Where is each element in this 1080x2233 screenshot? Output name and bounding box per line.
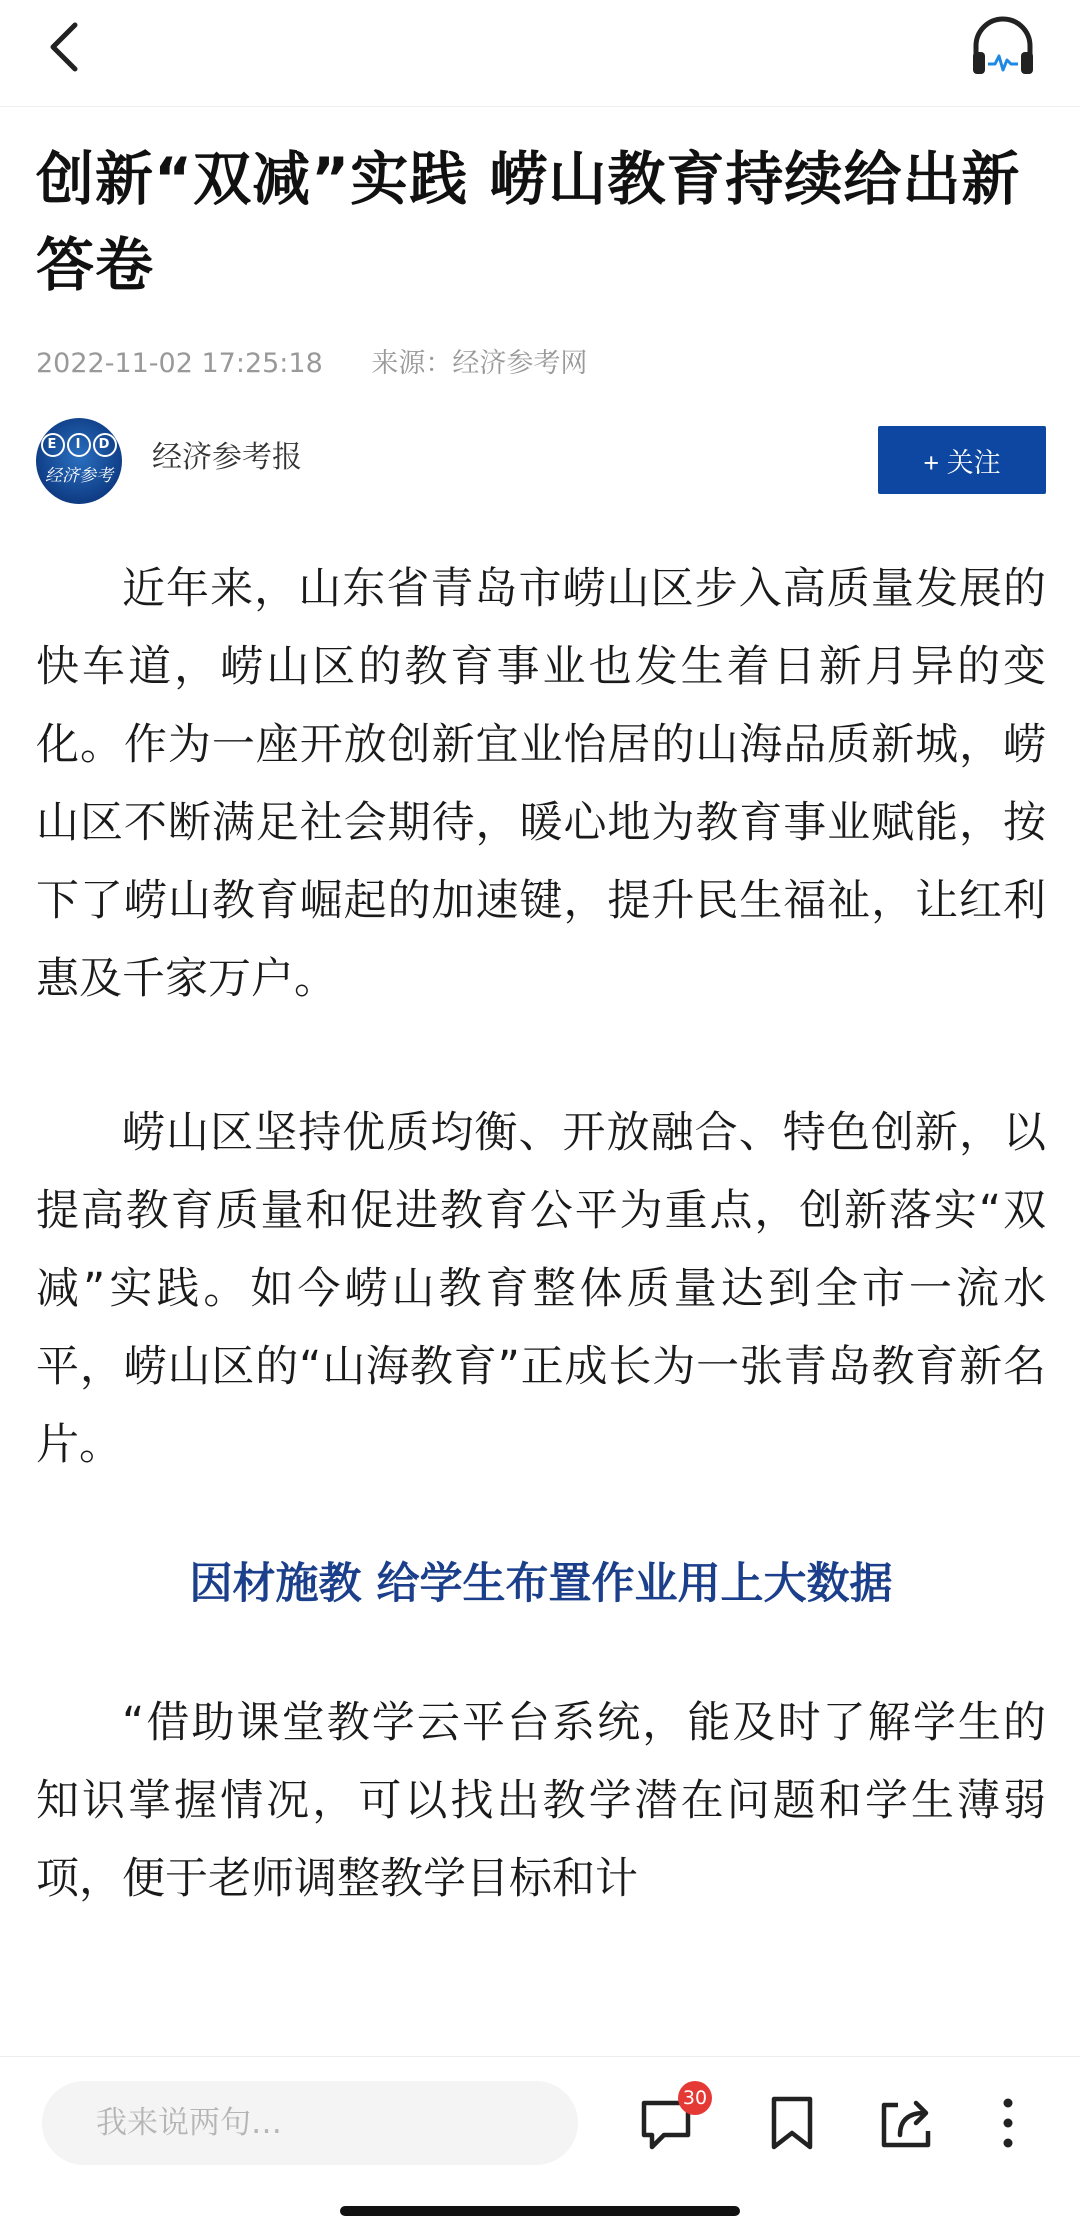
author-row xyxy=(36,418,1046,508)
article-title: 创新“双减”实践 崂山教育持续给出新答卷 xyxy=(36,145,1021,299)
share-icon xyxy=(876,2093,936,2153)
article-source: 来源：经济参考网 xyxy=(371,348,588,379)
comment-count-badge: 30 xyxy=(678,2081,712,2115)
back-button[interactable] xyxy=(30,12,100,82)
author-avatar[interactable] xyxy=(36,418,122,504)
chevron-left-icon xyxy=(43,19,87,75)
audio-listen-button[interactable] xyxy=(966,10,1040,84)
top-bar xyxy=(0,0,1080,107)
more-vertical-icon xyxy=(993,2093,1023,2153)
comment-input[interactable] xyxy=(42,2081,578,2165)
section-subheading: 因材施教 给学生布置作业用上大数据 xyxy=(189,1559,893,1609)
avatar-logo-letters: E I D xyxy=(40,433,118,457)
headphones-icon xyxy=(968,12,1038,82)
article-meta xyxy=(36,344,1046,384)
share-button[interactable] xyxy=(866,2083,946,2163)
article-paragraph-2: 崂山区坚持优质均衡、开放融合、特色创新，以提高教育质量和促进教育公平为重点，创新落实“双减”实践。如今崂山教育整体质量达到全市一流水平，崂山区的“山海教育”正成长为一张青岛教育新名片。 xyxy=(36,1108,1046,1470)
bookmark-icon xyxy=(764,2093,820,2153)
publish-datetime: 2022-11-02 17:25:18 xyxy=(36,348,323,379)
article-content xyxy=(36,106,1046,2056)
article-paragraph-3: “借助课堂教学云平台系统，能及时了解学生的知识掌握情况，可以找出教学潜在问题和学生薄弱项，便于老师调整教学目标和计 xyxy=(36,1698,1046,1904)
more-options-button[interactable] xyxy=(968,2083,1048,2163)
follow-button[interactable]: + 关注 xyxy=(878,426,1046,494)
bookmark-button[interactable] xyxy=(752,2083,832,2163)
home-indicator[interactable] xyxy=(340,2206,740,2216)
avatar-logo-text: 经济参考 xyxy=(45,465,113,486)
author-name[interactable]: 经济参考报 xyxy=(152,440,302,475)
article-paragraph-1: 近年来，山东省青岛市崂山区步入高质量发展的快车道，崂山区的教育事业也发生着日新月异的变化。作为一座开放创新宜业怡居的山海品质新城，崂山区不断满足社会期待，暖心地为教育事业赋能，按下了崂山教育崛起的加速键，提升民生福祉，让红利惠及千家万户。 xyxy=(36,564,1046,1004)
